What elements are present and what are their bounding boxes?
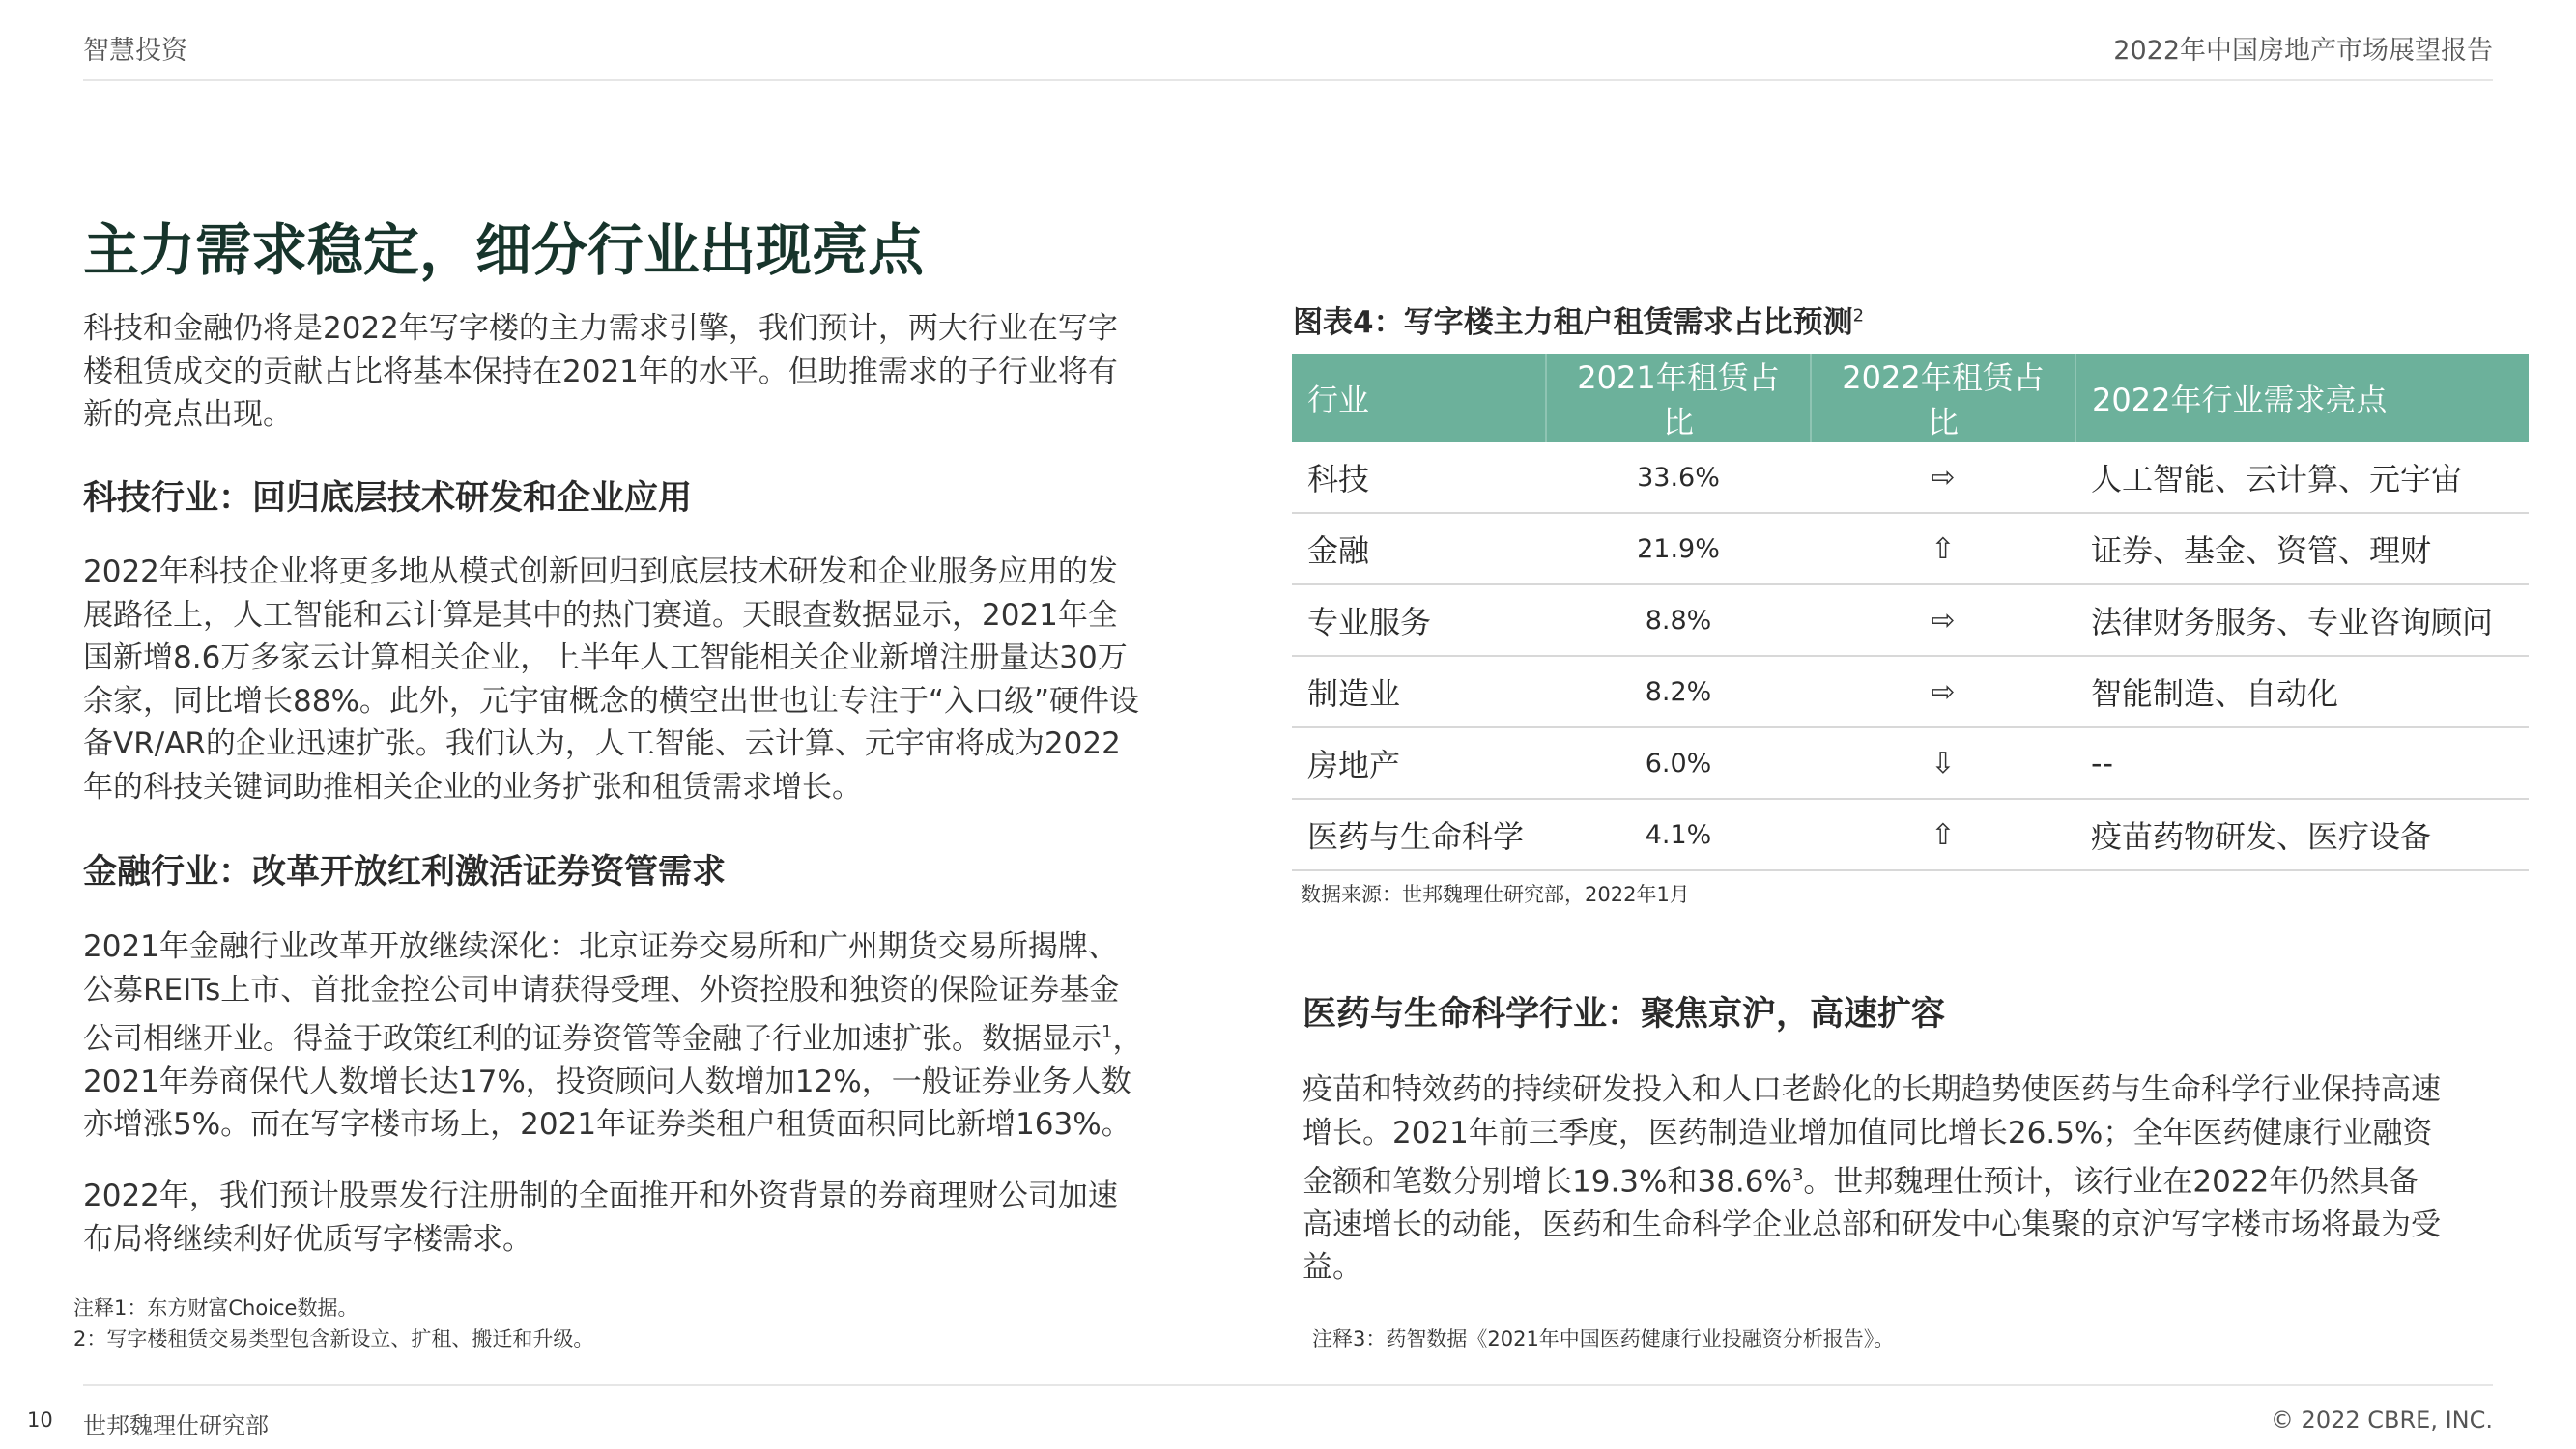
share-2021-cell: 6.0% <box>1546 727 1811 799</box>
table-row <box>1292 799 2529 870</box>
medical-paragraph-part2: 。世邦魏理仕预计，该行业在2022年仍然具备高速增长的动能，医药和生命科学企业总部和研发中心集聚的京沪写字楼市场将最为受益。 <box>1302 1164 2441 1286</box>
table-row <box>1292 656 2529 727</box>
column-header-highlights: 2022年行业需求亮点 <box>2075 354 2529 442</box>
figure-title-footnote: 2 <box>1852 305 1865 327</box>
industry-cell: 制造业 <box>1292 656 1546 727</box>
footnote-ref-1: 1 <box>1102 1022 1113 1042</box>
share-2021-cell: 33.6% <box>1546 442 1811 513</box>
figure-title-text: 图表4：写字楼主力租户租赁需求占比预测 <box>1293 305 1853 340</box>
medical-paragraph <box>1302 1068 2443 1290</box>
tech-heading: 科技行业：回归底层技术研发和企业应用 <box>83 479 693 518</box>
share-2021-cell: 21.9% <box>1546 513 1811 584</box>
highlight-cell: 智能制造、自动化 <box>2075 656 2529 727</box>
trend-right-arrow-icon: ⇨ <box>1811 584 2075 656</box>
finance-heading: 金融行业：改革开放红利激活证券资管需求 <box>83 853 727 892</box>
column-header-industry: 行业 <box>1292 354 1546 442</box>
table-row <box>1292 513 2529 584</box>
header-left: 智慧投资 <box>83 36 187 66</box>
header-divider <box>83 79 2493 81</box>
industry-cell: 房地产 <box>1292 727 1546 799</box>
footnote-2: 2：写字楼租赁交易类型包含新设立、扩租、搬迁和升级。 <box>73 1327 594 1350</box>
table-row <box>1292 727 2529 799</box>
highlight-cell: 疫苗药物研发、医疗设备 <box>2075 799 2529 870</box>
footnote-ref-3: 3 <box>1791 1165 1804 1185</box>
table-row <box>1292 442 2529 513</box>
column-header-2021-share: 2021年租赁占比 <box>1546 354 1811 442</box>
highlight-cell: -- <box>2075 727 2529 799</box>
intro-paragraph: 科技和金融仍将是2022年写字楼的主力需求引擎，我们预计，两大行业在写字楼租赁成交的贡献占比将基本保持在2021年的水平。但助推需求的子行业将有新的亮点出现。 <box>83 311 1118 432</box>
highlight-cell: 证券、基金、资管、理财 <box>2075 513 2529 584</box>
industry-cell: 科技 <box>1292 442 1546 513</box>
highlight-cell: 法律财务服务、专业咨询顾问 <box>2075 584 2529 656</box>
industry-cell: 医药与生命科学 <box>1292 799 1546 870</box>
trend-up-arrow-icon: ⇧ <box>1811 799 2075 870</box>
tech-paragraph: 2022年科技企业将更多地从模式创新回归到底层技术研发和企业服务应用的发展路径上，人工智能和云计算是其中的热门赛道。天眼查数据显示，2021年全国新增8.6万多家云计算相关企业，上半年人工智能相关企业新增注册量达30万余家，同比增长88%。此外，元宇宙概念的横空出世也让专注于“入口级”硬件设备VR/AR的企业迅速扩张。我们认为，人工智能、云计算、元宇宙将成为2022年的科技关键词助推相关企业的业务扩张和租赁需求增长。 <box>83 554 1140 805</box>
medical-heading: 医药与生命科学行业：聚焦京沪，高速扩容 <box>1302 995 1946 1034</box>
medical-paragraph-part1: 疫苗和特效药的持续研发投入和人口老龄化的长期趋势使医药与生命科学行业保持高速增长。2021年前三季度，医药制造业增加值同比增长26.5%；全年医药健康行业融资金额和笔数分别增长19.3%和38.6% <box>1302 1072 2441 1200</box>
industry-cell: 专业服务 <box>1292 584 1546 656</box>
table-row <box>1292 584 2529 656</box>
trend-right-arrow-icon: ⇨ <box>1811 442 2075 513</box>
footer-department: 世邦魏理仕研究部 <box>83 1412 269 1439</box>
trend-right-arrow-icon: ⇨ <box>1811 656 2075 727</box>
figure-source: 数据来源：世邦魏理仕研究部，2022年1月 <box>1301 883 1690 906</box>
page-number: 10 <box>27 1408 53 1432</box>
share-2021-cell: 8.2% <box>1546 656 1811 727</box>
footer-divider <box>83 1384 2493 1386</box>
tenant-demand-table <box>1292 354 2529 871</box>
column-header-2022-share: 2022年租赁占比 <box>1811 354 2075 442</box>
finance-outlook-paragraph: 2022年，我们预计股票发行注册制的全面推开和外资背景的券商理财公司加速布局将继续利好优质写字楼需求。 <box>83 1179 1118 1257</box>
industry-cell: 金融 <box>1292 513 1546 584</box>
share-2021-cell: 8.8% <box>1546 584 1811 656</box>
finance-paragraph <box>83 925 1146 1147</box>
highlight-cell: 人工智能、云计算、元宇宙 <box>2075 442 2529 513</box>
figure-title <box>1293 298 1864 341</box>
finance-paragraph-part2: ，2021年券商保代人数增长达17%，投资顾问人数增加12%，一般证券业务人数亦增涨5%。而在写字楼市场上，2021年证券类租户租赁面积同比新增163%。 <box>83 1021 1143 1143</box>
header-right: 2022年中国房地产市场展望报告 <box>2113 36 2493 66</box>
footnote-1: 注释1：东方财富Choice数据。 <box>73 1296 358 1320</box>
page-title: 主力需求稳定，细分行业出现亮点 <box>83 217 925 283</box>
trend-up-arrow-icon: ⇧ <box>1811 513 2075 584</box>
share-2021-cell: 4.1% <box>1546 799 1811 870</box>
finance-paragraph-part1: 2021年金融行业改革开放继续深化：北京证券交易所和广州期货交易所揭牌、公募REITs上市、首批金控公司申请获得受理、外资控股和独资的保险证券基金公司相继开业。得益于政策红利的证券资管等金融子行业加速扩张。数据显示 <box>83 929 1120 1057</box>
footer-copyright: © 2022 CBRE, INC. <box>2270 1406 2493 1434</box>
trend-down-arrow-icon: ⇩ <box>1811 727 2075 799</box>
table-header-row <box>1292 354 2529 442</box>
footnote-3: 注释3：药智数据《2021年中国医药健康行业投融资分析报告》。 <box>1312 1327 1895 1350</box>
